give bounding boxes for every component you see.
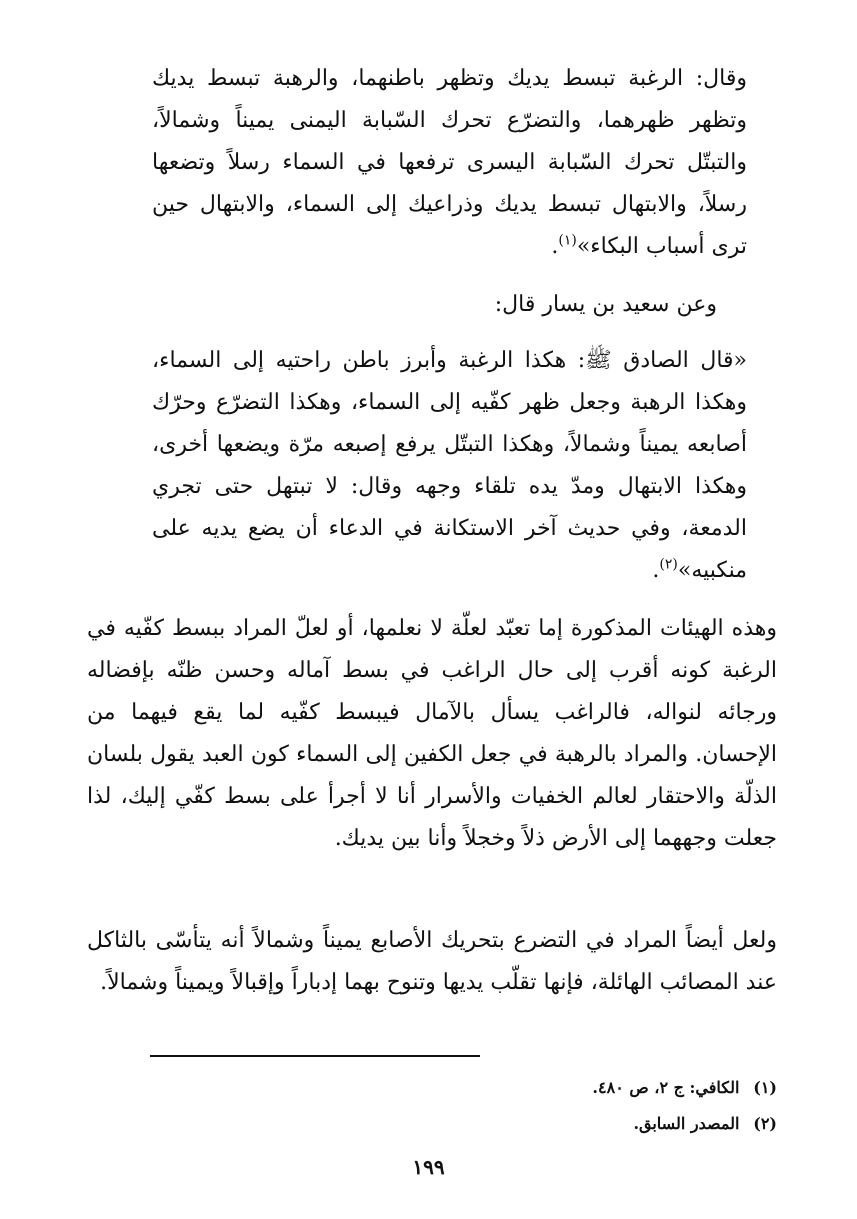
quote-paragraph: «قال الصادق ﷺ: هكذا الرغبة وأبرز باطن راحتيه إلى السماء، وهكذا الرهبة وجعل ظهر كفّيه إلى السماء، وهكذا التضرّع وحرّك أصابعه يميناً وشمالاً، وهكذا التبتّل يرفع إصبعه مرّة ويضعها أخرى، وهكذا الابتهال ومدّ يده تلقاء وجهه وقال: لا تبتهل حتى تجري الدمعة، وفي حديث آخر الاستكانة في الدعاء أن يضع يديه على منكبيه»$^{(٢)}$. — [152, 348, 747, 583]
paragraph-5 — [87, 920, 777, 1004]
footnote-ref-2: (٢) — [659, 556, 678, 573]
paragraph-1-text: وقال: الرغبة تبسط يديك وتظهر باطنهما، والرهبة تبسط يديك وتظهر ظهرهما، والتضرّع تحرك السّبابة اليمنى يميناً وشمالاً، والتبتّل تحرك السّبابة اليسرى ترفعها في السماء رسلاً وتضعها رسلاً، والابتهال تبسط يديك وذراعيك إلى السماء، والابتهال حين ترى أسباب البكاء» — [152, 66, 747, 259]
footnote-1-text: الكافي: ج ٢، ص ٤٨٠. — [592, 1078, 740, 1097]
paragraph-4-text: وهذه الهيئات المذكورة إما تعبّد لعلّة لا نعلمها، أو لعلّ المراد ببسط كفّيه في الرغبة كونه أقرب إلى حال الراغب في بسط آماله وحسن ظنّه بإفضاله ورجائه لنواله، فالراغب يسأل بالآمال فيبسط كفّيه لما يقع فيهما من الإحسان. والمراد بالرهبة في جعل الكفين إلى السماء كون العبد يقول بلسان الذلّة والاحتقار لعالم الخفيات والأسرار أنا لا أجرأ على بسط كفّي إليك، لذا جعلت وجههما إلى الأرض ذلاً وخجلاً وأنا بين يديك. — [87, 616, 777, 851]
footnote-divider — [150, 1055, 480, 1057]
paragraph-5-text: ولعل أيضاً المراد في التضرع بتحريك الأصابع يميناً وشمالاً أنه يتأسّى بالثاكل عند المصائب الهائلة، فإنها تقلّب يديها وتنوح بهما إدباراً وإقبالاً ويميناً وشمالاً. — [87, 928, 777, 995]
footnote-ref-1: (١) — [558, 232, 577, 249]
quote-text: «قال الصادق ﷺ: هكذا الرغبة وأبرز باطن راحتيه إلى السماء، وهكذا الرهبة وجعل ظهر كفّيه إلى السماء، وهكذا التضرّع وحرّك أصابعه يميناً وشمالاً، وهكذا التبتّل يرفع إصبعه مرّة ويضعها أخرى، وهكذا الابتهال ومدّ يده تلقاء وجهه وقال: لا تبتهل حتى تجري الدمعة، وفي حديث آخر الاستكانة في الدعاء أن يضع يديه على منكبيه» — [152, 348, 747, 583]
footnote-2-number: (٢) — [753, 1114, 777, 1133]
paragraph-2-text: وعن سعيد بن يسار قال: — [494, 292, 717, 317]
page-number: ١٩٩ — [412, 1155, 445, 1179]
footnote-2 — [87, 1106, 777, 1142]
paragraph-1: وقال: الرغبة تبسط يديك وتظهر باطنهما، والرهبة تبسط يديك وتظهر ظهرهما، والتضرّع تحرك السّبابة اليمنى يميناً وشمالاً، والتبتّل تحرك السّبابة اليسرى ترفعها في السماء رسلاً وتضعها رسلاً، والابتهال تبسط يديك وذراعيك إلى السماء، والابتهال حين ترى أسباب البكاء»$^{(١)}$. — [152, 66, 747, 259]
footnote-1-number: (١) — [753, 1078, 777, 1097]
paragraph-4 — [87, 608, 777, 860]
footnote-2-text: المصدر السابق. — [633, 1114, 740, 1133]
footnote-1 — [87, 1070, 777, 1106]
footnotes — [87, 1070, 777, 1142]
paragraph-2 — [157, 284, 717, 326]
